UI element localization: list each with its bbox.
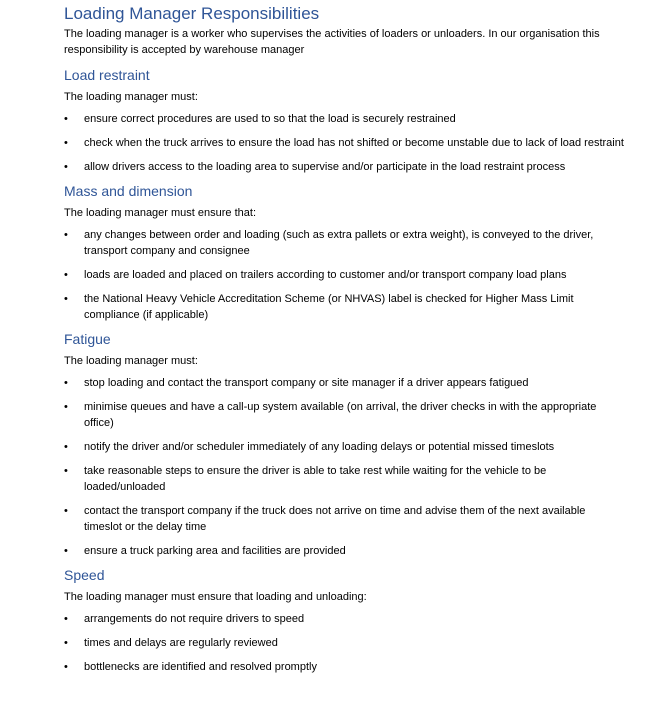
document-page	[64, 0, 624, 675]
list-item-text: ensure a truck parking area and facilities are provided	[84, 545, 346, 557]
list-item	[64, 659, 624, 675]
list-item	[64, 635, 624, 651]
section-heading: Fatigue	[64, 331, 111, 347]
list-item-text: loads are loaded and placed on trailers according to customer and/or transport company load plans	[84, 269, 567, 281]
bullet-icon: •	[64, 229, 68, 241]
bullet-list	[64, 611, 624, 675]
list-item-text: check when the truck arrives to ensure the load has not shifted or become unstable due to lack of load restraint	[84, 137, 624, 149]
list-item-text: ensure correct procedures are used to so that the load is securely restrained	[84, 113, 456, 125]
bullet-icon: •	[64, 293, 68, 305]
bullet-icon: •	[64, 613, 68, 625]
list-item	[64, 399, 624, 431]
bullet-icon: •	[64, 377, 68, 389]
list-item	[64, 267, 624, 283]
section-lead: The loading manager must:	[64, 355, 198, 367]
bullet-icon: •	[64, 637, 68, 649]
list-item-text: allow drivers access to the loading area to supervise and/or participate in the load restraint process	[84, 161, 566, 173]
bullet-icon: •	[64, 441, 68, 453]
bullet-icon: •	[64, 465, 68, 477]
section-heading: Mass and dimension	[64, 183, 193, 199]
bullet-icon: •	[64, 161, 68, 173]
bullet-icon: •	[64, 545, 68, 557]
list-item	[64, 227, 624, 259]
bullet-icon: •	[64, 661, 68, 673]
intro-paragraph: The loading manager is a worker who supervises the activities of loaders or unloaders. In our organisation this responsibility is accepted by warehouse manager	[64, 28, 600, 56]
section	[64, 566, 624, 675]
list-item	[64, 463, 624, 495]
bullet-list	[64, 375, 624, 559]
bullet-list	[64, 227, 624, 323]
section-lead: The loading manager must ensure that loading and unloading:	[64, 591, 367, 603]
list-item-text: contact the transport company if the truck does not arrive on time and advise them of the next available timeslot or the delay time	[84, 505, 586, 533]
section-heading: Speed	[64, 567, 105, 583]
list-item-text: any changes between order and loading (such as extra pallets or extra weight), is conveyed to the driver, transport company and consignee	[84, 229, 594, 257]
bullet-icon: •	[64, 113, 68, 125]
list-item	[64, 611, 624, 627]
list-item-text: take reasonable steps to ensure the driver is able to take rest while waiting for the vehicle to be loaded/unloaded	[84, 465, 547, 493]
list-item	[64, 543, 624, 559]
list-item	[64, 291, 624, 323]
section-lead: The loading manager must ensure that:	[64, 207, 257, 219]
list-item-text: stop loading and contact the transport company or site manager if a driver appears fatigued	[84, 377, 529, 389]
list-item-text: bottlenecks are identified and resolved promptly	[84, 661, 317, 673]
section-heading: Load restraint	[64, 67, 150, 83]
sections-container	[64, 66, 624, 675]
list-item	[64, 159, 624, 175]
list-item-text: minimise queues and have a call-up system available (on arrival, the driver checks in with the appropriate office)	[84, 401, 597, 429]
section-lead: The loading manager must:	[64, 91, 198, 103]
list-item	[64, 439, 624, 455]
list-item	[64, 503, 624, 535]
list-item-text: arrangements do not require drivers to speed	[84, 613, 305, 625]
list-item-text: notify the driver and/or scheduler immediately of any loading delays or potential missed timeslots	[84, 441, 555, 453]
bullet-icon: •	[64, 269, 68, 281]
page-title: Loading Manager Responsibilities	[64, 4, 320, 23]
list-item	[64, 375, 624, 391]
bullet-icon: •	[64, 505, 68, 517]
section	[64, 66, 624, 175]
list-item-text: the National Heavy Vehicle Accreditation Scheme (or NHVAS) label is checked for Higher Mass Limit compliance (if applicable)	[84, 293, 574, 321]
list-item	[64, 135, 624, 151]
list-item-text: times and delays are regularly reviewed	[84, 637, 278, 649]
bullet-icon: •	[64, 401, 68, 413]
list-item	[64, 111, 624, 127]
bullet-list	[64, 111, 624, 175]
section	[64, 182, 624, 323]
bullet-icon: •	[64, 137, 68, 149]
section	[64, 330, 624, 559]
